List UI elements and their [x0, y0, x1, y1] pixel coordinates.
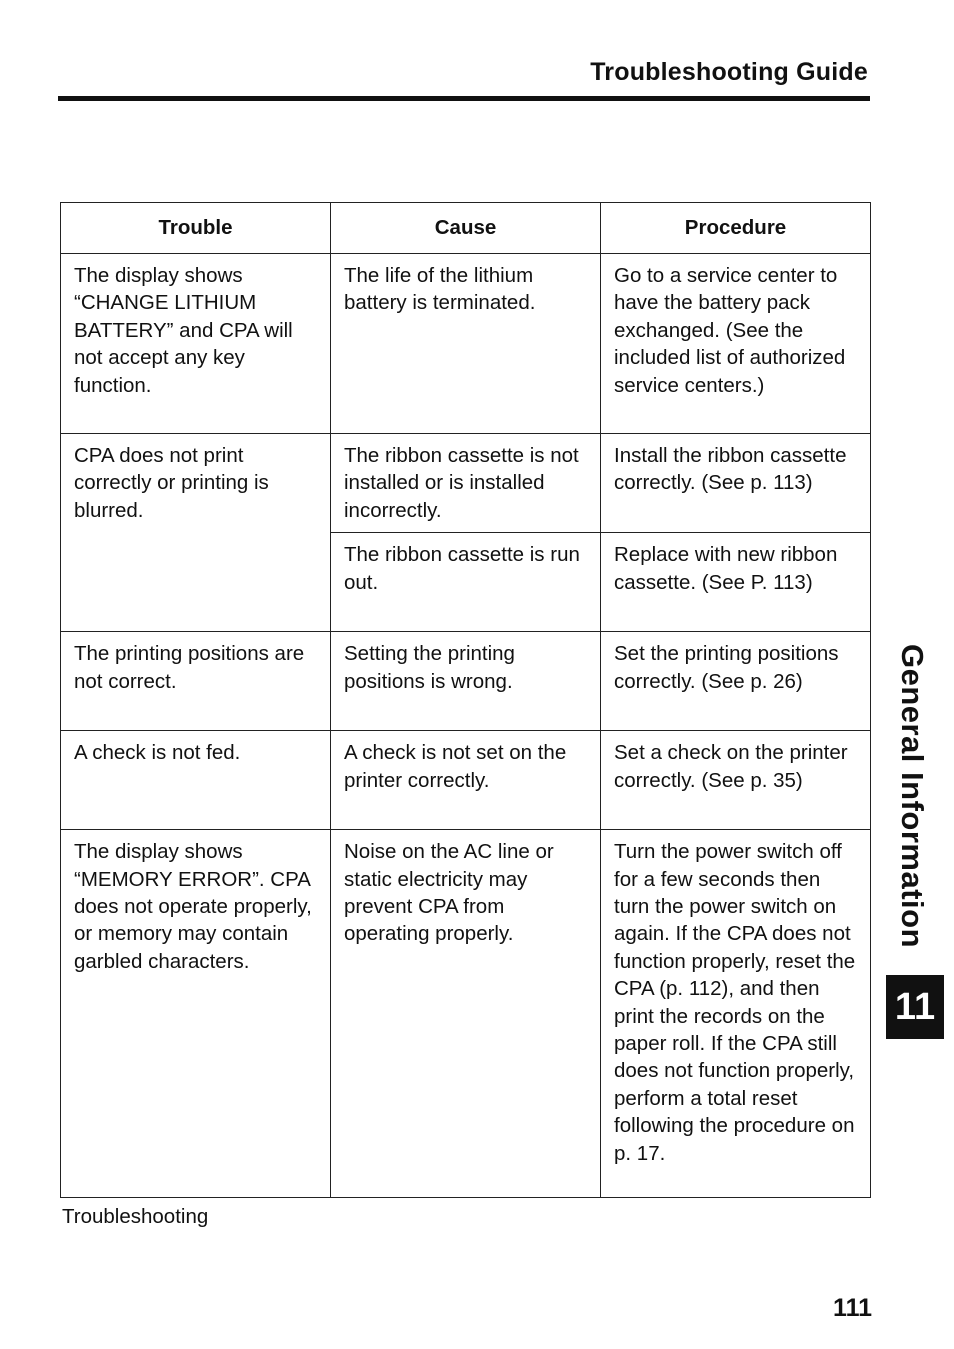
table-row: [61, 731, 871, 830]
cause-cell: Noise on the AC line or static electricity may prevent CPA from operating properly.: [331, 830, 601, 1198]
trouble-cell: The printing positions are not correct.: [61, 632, 331, 731]
cause-cell: The life of the lithium battery is terminated.: [331, 254, 601, 434]
table-row: [61, 434, 871, 533]
procedure-cell: Replace with new ribbon cassette. (See P. 113): [601, 533, 871, 632]
table-row: [61, 830, 871, 1198]
procedure-cell: Go to a service center to have the battery pack exchanged. (See the included list of authorized service centers.): [601, 254, 871, 434]
cause-cell: The ribbon cassette is not installed or is installed incorrectly.: [331, 434, 601, 533]
cause-cell: A check is not set on the printer correctly.: [331, 731, 601, 830]
column-header-cause: Cause: [331, 203, 601, 254]
column-header-procedure: Procedure: [601, 203, 871, 254]
table-row: [61, 632, 871, 731]
cause-cell: Setting the printing positions is wrong.: [331, 632, 601, 731]
table-caption: Troubleshooting: [62, 1205, 209, 1228]
trouble-cell: A check is not fed.: [61, 731, 331, 830]
procedure-cell: Install the ribbon cassette correctly. (See p. 113): [601, 434, 871, 533]
trouble-cell: The display shows “CHANGE LITHIUM BATTERY” and CPA will not accept any key function.: [61, 254, 331, 434]
trouble-cell: The display shows “MEMORY ERROR”. CPA does not operate properly, or memory may contain garbled characters.: [61, 830, 331, 1198]
section-side-label: General Information: [895, 643, 930, 949]
page-number: 111: [833, 1294, 872, 1322]
trouble-cell: CPA does not print correctly or printing is blurred.: [61, 434, 331, 632]
page-header-title: Troubleshooting Guide: [590, 58, 868, 86]
procedure-cell: Set the printing positions correctly. (See p. 26): [601, 632, 871, 731]
troubleshooting-table: [60, 202, 871, 1198]
column-header-trouble: Trouble: [61, 203, 331, 254]
cause-cell: The ribbon cassette is run out.: [331, 533, 601, 632]
table-header-row: [61, 203, 871, 254]
table-row: [61, 254, 871, 434]
procedure-cell: Set a check on the printer correctly. (See p. 35): [601, 731, 871, 830]
procedure-cell: Turn the power switch off for a few seconds then turn the power switch on again. If the CPA does not function properly, reset the CPA (p. 112), and then print the records on the paper roll. If the CPA still does not function properly, perform a total reset following the procedure on p. 17.: [601, 830, 871, 1198]
header-rule: [58, 96, 870, 101]
chapter-number-tab: 11: [886, 975, 944, 1039]
